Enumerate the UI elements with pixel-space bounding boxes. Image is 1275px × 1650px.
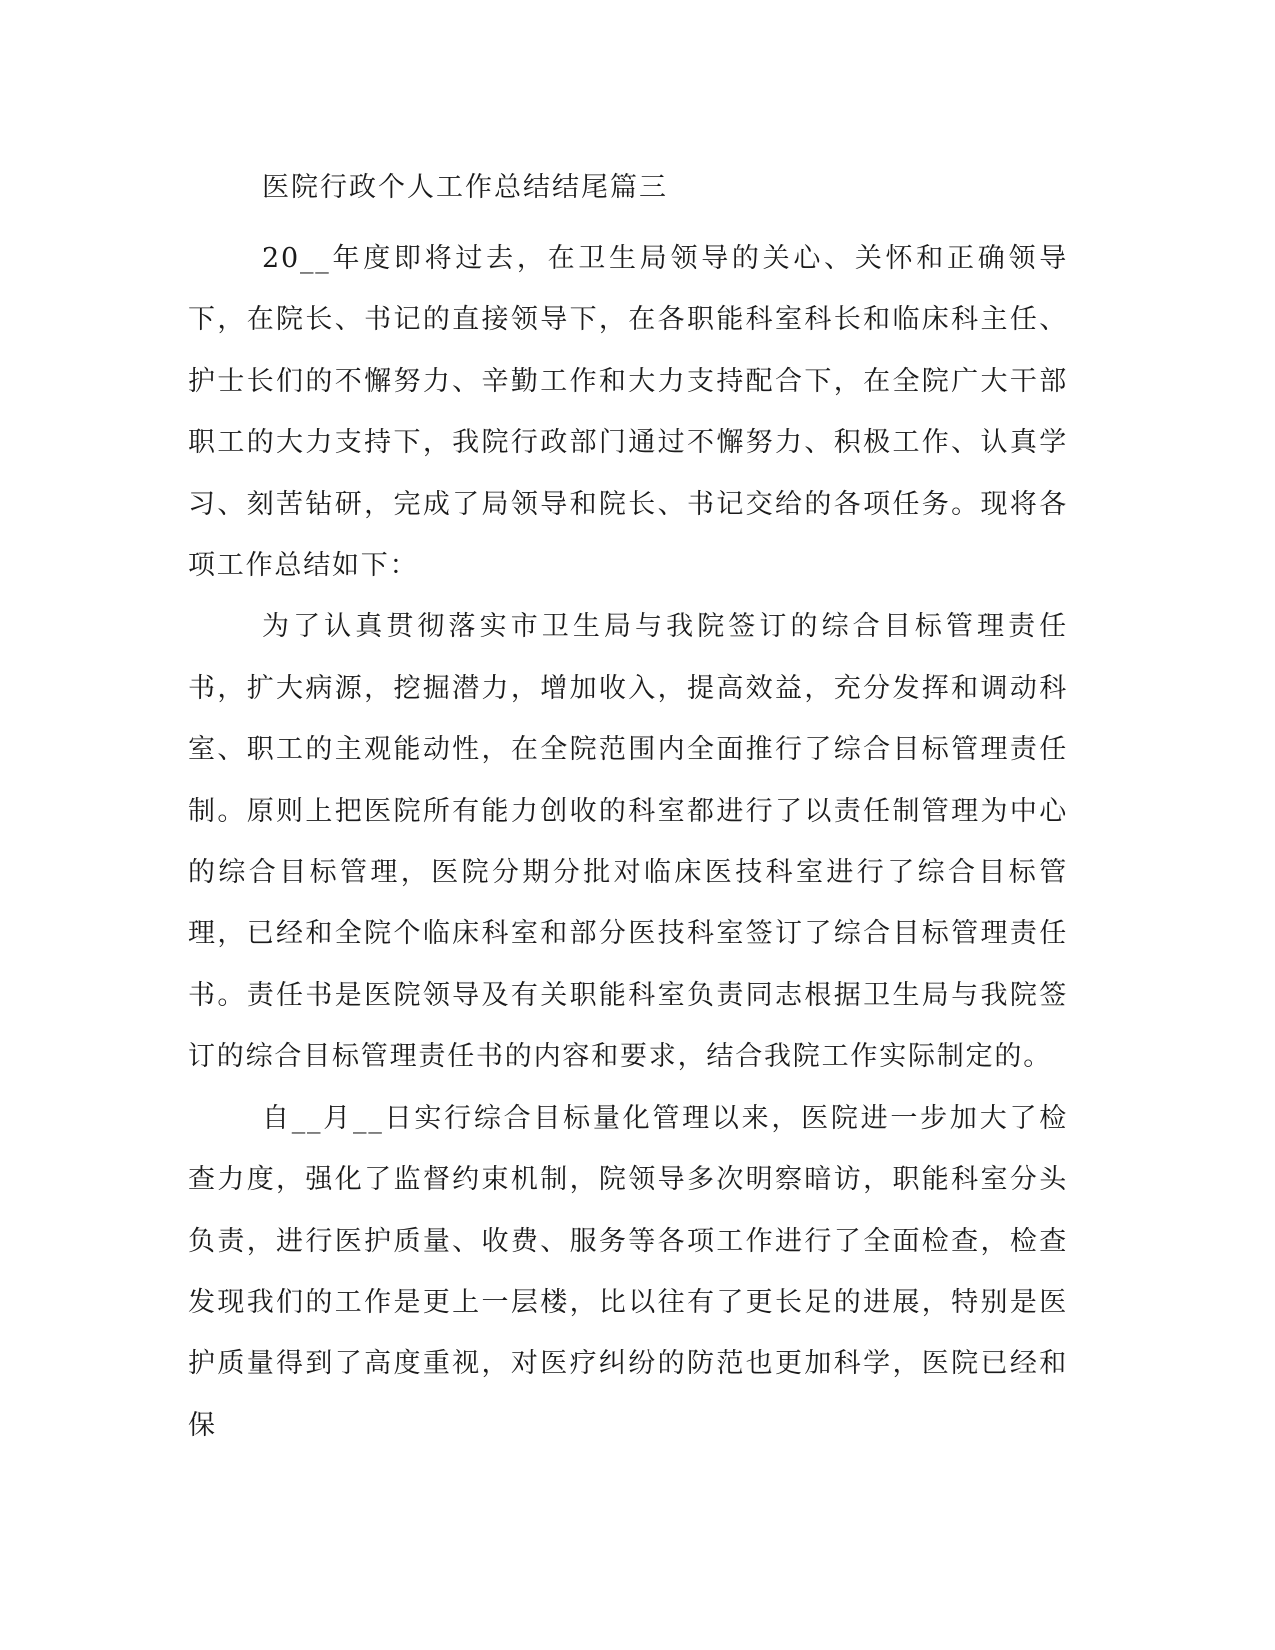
paragraph-2: 为了认真贯彻落实市卫生局与我院签订的综合目标管理责任书，扩大病源，挖掘潜力，增加收入，提高效益，充分发挥和调动科室、职工的主观能动性，在全院范围内全面推行了综合目标管理责任制。原则上把医院所有能力创收的科室都进行了以责任制管理为中心的综合目标管理，医院分期分批对临床医技科室进行了综合目标管理，已经和全院个临床科室和部分医技科室签订了综合目标管理责任书。责任书是医院领导及有关职能科室负责同志根据卫生局与我院签订的综合目标管理责任书的内容和要求，结合我院工作实际制定的。 bbox=[188, 611, 1068, 1073]
document-title: 医院行政个人工作总结结尾篇三 bbox=[262, 172, 668, 203]
paragraph-1: 20__年度即将过去，在卫生局领导的关心、关怀和正确领导下，在院长、书记的直接领导下，在各职能科室科长和临床科主任、护士长们的不懈努力、辛勤工作和大力支持配合下，在全院广大干部职工的大力支持下，我院行政部门通过不懈努力、积极工作、认真学习、刻苦钻研，完成了局领导和院长、书记交给的各项任务。现将各项工作总结如下： bbox=[188, 243, 1068, 582]
paragraph-3: 自__月__日实行综合目标量化管理以来，医院进一步加大了检查力度，强化了监督约束机制，院领导多次明察暗访，职能科室分头负责，进行医护质量、收费、服务等各项工作进行了全面检查，检查发现我们的工作是更上一层楼，比以往有了更长足的进展，特别是医护质量得到了高度重视，对医疗纠纷的防范也更加科学，医院已经和保 bbox=[188, 1102, 1068, 1441]
document-body bbox=[188, 228, 1068, 1456]
